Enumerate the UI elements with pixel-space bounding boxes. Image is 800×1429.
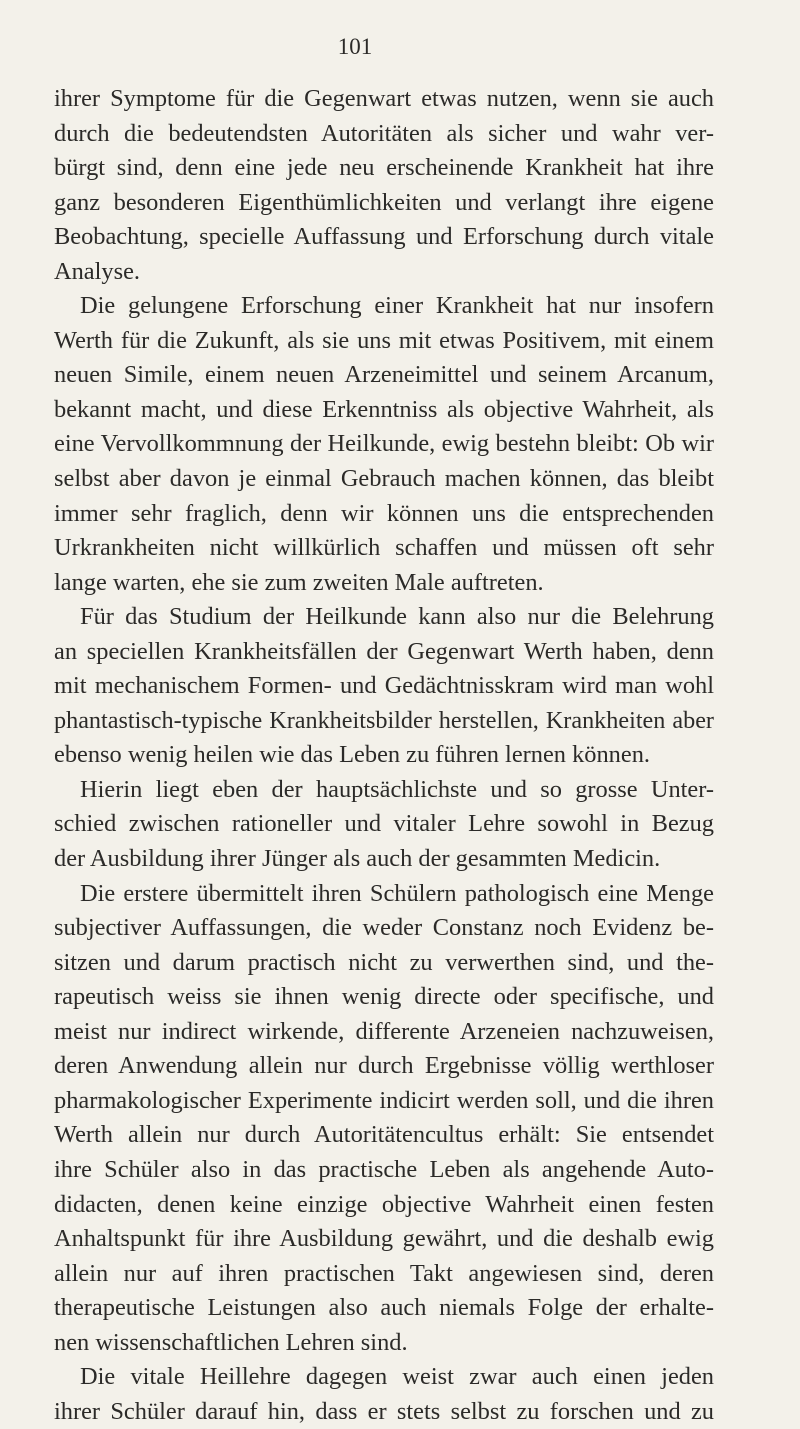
text-line: bekannt macht, und diese Erkenntniss als objective Wahrheit, als: [54, 395, 714, 423]
text-line: sitzen und darum practisch nicht zu verwerthen sind, und the-: [54, 948, 714, 976]
text-line: Beobachtung, specielle Auffassung und Erforschung durch vitale: [54, 223, 714, 251]
text-line: ihre Schüler also in das practische Leben als angehende Auto-: [54, 1155, 714, 1183]
text-line: phantastisch-typische Krankheitsbilder herstellen, Krankheiten aber: [54, 706, 714, 734]
text-line: therapeutische Leistungen also auch niemals Folge der erhalte-: [54, 1294, 714, 1322]
text-line: didacten, denen keine einzige objective Wahrheit einen festen: [54, 1190, 714, 1218]
text-line: deren Anwendung allein nur durch Ergebnisse völlig werthloser: [54, 1052, 714, 1080]
body-text: [54, 82, 714, 1429]
text-line: Die erstere übermittelt ihren Schülern pathologisch eine Menge: [80, 879, 714, 907]
text-line: rapeutisch weiss sie ihnen wenig directe oder specifische, und: [54, 983, 714, 1011]
text-line: lange warten, ehe sie zum zweiten Male auftreten.: [54, 568, 544, 596]
text-line: immer sehr fraglich, denn wir können uns die entsprechenden: [54, 499, 714, 527]
text-line: durch die bedeutendsten Autoritäten als sicher und wahr ver-: [54, 119, 714, 147]
text-line: pharmakologischer Experimente indicirt werden soll, und die ihren: [54, 1086, 714, 1114]
text-line: nen wissenschaftlichen Lehren sind.: [54, 1328, 408, 1356]
text-line: Analyse.: [54, 257, 141, 285]
text-line: der Ausbildung ihrer Jünger als auch der gesammten Medicin.: [54, 845, 661, 873]
text-line: Werth allein nur durch Autoritätencultus erhält: Sie entsendet: [54, 1121, 714, 1149]
text-line: Die gelungene Erforschung einer Krankheit hat nur insofern: [80, 292, 714, 320]
text-line: selbst aber davon je einmal Gebrauch machen können, das bleibt: [54, 465, 714, 493]
text-line: Die vitale Heillehre dagegen weist zwar auch einen jeden: [80, 1363, 714, 1391]
text-line: Hierin liegt eben der hauptsächlichste und so grosse Unter-: [80, 775, 714, 803]
text-line: mit mechanischem Formen- und Gedächtnisskram wird man wohl: [54, 672, 714, 700]
text-line: ihrer Schüler darauf hin, dass er stets selbst zu forschen und zu: [54, 1397, 714, 1425]
text-line: meist nur indirect wirkende, differente Arzeneien nachzuweisen,: [54, 1017, 714, 1045]
text-line: subjectiver Auffassungen, die weder Constanz noch Evidenz be-: [54, 914, 714, 942]
text-line: bürgt sind, denn eine jede neu erscheinende Krankheit hat ihre: [54, 154, 714, 182]
text-line: Anhaltspunkt für ihre Ausbildung gewährt, und die deshalb ewig: [54, 1225, 714, 1253]
text-line: Werth für die Zukunft, als sie uns mit etwas Positivem, mit einem: [54, 326, 714, 354]
text-line: ganz besonderen Eigenthümlichkeiten und verlangt ihre eigene: [54, 188, 714, 216]
text-line: eine Vervollkommnung der Heilkunde, ewig bestehn bleibt: Ob wir: [54, 430, 714, 458]
text-line: ebenso wenig heilen wie das Leben zu führen lernen können.: [54, 741, 650, 769]
page-number: 101: [337, 34, 373, 59]
text-line: neuen Simile, einem neuen Arzeneimittel und seinem Arcanum,: [54, 361, 714, 389]
text-line: allein nur auf ihren practischen Takt angewiesen sind, deren: [54, 1259, 714, 1287]
text-line: an speciellen Krankheitsfällen der Gegenwart Werth haben, denn: [54, 637, 714, 665]
text-line: ihrer Symptome für die Gegenwart etwas nutzen, wenn sie auch: [54, 85, 714, 112]
text-line: Urkrankheiten nicht willkürlich schaffen und müssen oft sehr: [54, 534, 714, 562]
text-line: schied zwischen rationeller und vitaler Lehre sowohl in Bezug: [54, 810, 714, 838]
text-line: Für das Studium der Heilkunde kann also nur die Belehrung: [80, 603, 714, 631]
